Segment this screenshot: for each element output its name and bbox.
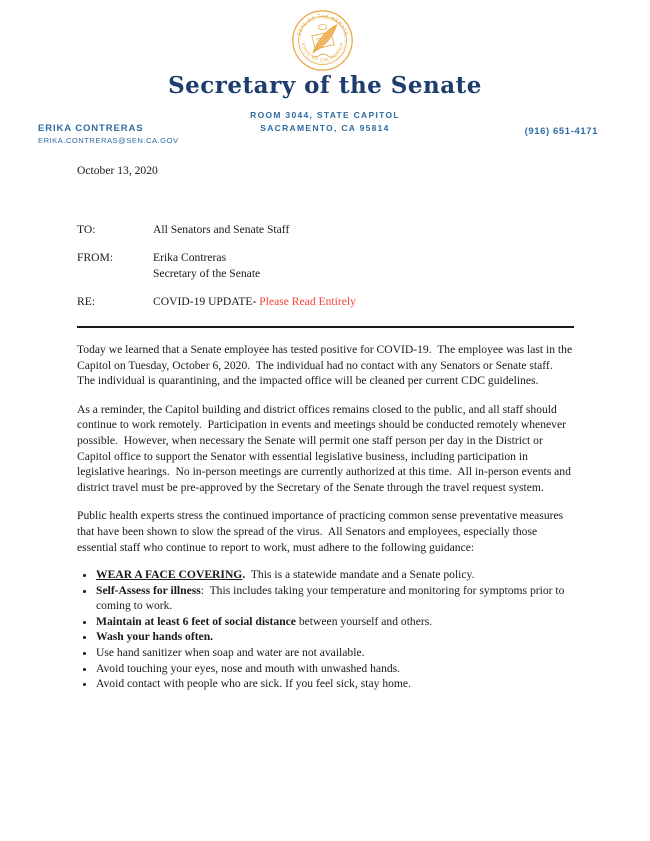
letterhead-address-line1: ROOM 3044, STATE CAPITOL [250, 110, 400, 120]
official-email: ERIKA.CONTRERAS@SEN.CA.GOV [38, 136, 179, 145]
seal-ring-text-top: SEAL OF THE SENATE [296, 13, 349, 37]
memo-row-from [77, 250, 574, 281]
guidance-item [96, 676, 574, 692]
letterhead [0, 0, 650, 147]
paragraph: As a reminder, the Capitol building and district offices remains closed to the public, and all staff should continue to work remotely. Participation in events and meetings should be conducted remotely whenever possible. However, when necessary the Senate will permit one staff person per day in the District or Capitol office to support the Senator with essential legislative business, including participation in legislative hearings. No in-person meetings are currently authorized at this time. All in-person events and district travel must be pre-approved by the Secretary of the Senate through the travel request system. [77, 402, 574, 494]
guidance-segment: Avoid touching your eyes, nose and mouth with unwashed hands. [96, 661, 401, 675]
guidance-item [96, 629, 574, 645]
paragraph: Public health experts stress the continued importance of practicing common sense preventative measures that have been shown to slow the spread of the virus. All Senators and employees, especially those essential staff who continue to report to work, must adhere to the following guidance: [77, 509, 567, 554]
senate-seal-icon [291, 9, 354, 72]
guidance-item [96, 567, 574, 583]
guidance-item [96, 661, 574, 677]
seal-quill-emblem [311, 24, 336, 57]
letterhead-address-line2: SACRAMENTO, CA 95814 [260, 123, 390, 133]
from-value [153, 250, 574, 281]
to-label: TO: [77, 222, 96, 236]
official-name: ERIKA CONTRERAS [38, 123, 144, 134]
guidance-item [96, 645, 574, 661]
guidance-segment: WEAR A FACE COVERING [96, 568, 243, 582]
memo-divider-rule [77, 326, 574, 328]
guidance-segment: : This includes taking your temperature and monitoring for symptoms prior to coming to work. [96, 583, 568, 613]
guidance-segment: Maintain at least 6 feet of social distance [96, 614, 296, 628]
guidance-item [96, 614, 574, 630]
paragraph: Today we learned that a Senate employee has tested positive for COVID-19. The employee was last in the Capitol on Tuesday, October 6, 2020. The individual had no contact with any Senators or Senate staff. The individual is quarantining, and the impacted office will be cleaned per current CDC guidelines. [77, 342, 576, 388]
guidance-segment: . [242, 568, 246, 582]
guidance-segment: between yourself and others. [295, 614, 433, 628]
re-label: RE: [77, 295, 96, 309]
guidance-list [77, 567, 574, 692]
memo-row-re [77, 294, 574, 310]
memo-header [77, 222, 574, 310]
guidance-segment: Wash your hands often. [96, 630, 214, 644]
letter-body [77, 163, 574, 692]
official-phone: (916) 651-4171 [524, 126, 598, 137]
re-subject: COVID-19 UPDATE- [153, 295, 260, 309]
seal-ring-text-bottom: STATE OF CALIFORNIA [300, 41, 345, 63]
paragraphs [77, 342, 574, 555]
re-value [153, 294, 574, 310]
from-label: FROM: [77, 251, 114, 265]
to-value: All Senators and Senate Staff [153, 222, 290, 236]
letter-date: October 13, 2020 [77, 164, 158, 177]
from-title: Secretary of the Senate [153, 266, 261, 280]
guidance-segment: Self-Assess for illness [96, 583, 201, 597]
guidance-segment: Avoid contact with people who are sick. If you feel sick, stay home. [96, 677, 411, 691]
from-name: Erika Contreras [153, 251, 227, 265]
letterhead-title: Secretary of the Senate [168, 72, 482, 99]
memo-row-to [77, 222, 574, 238]
guidance-segment: This is a statewide mandate and a Senate policy. [245, 568, 475, 582]
guidance-segment: Use hand sanitizer when soap and water are not available. [96, 646, 365, 660]
re-subject-highlight: Please Read Entirely [259, 295, 356, 309]
official-contact-block [38, 123, 179, 145]
guidance-item [96, 583, 574, 614]
